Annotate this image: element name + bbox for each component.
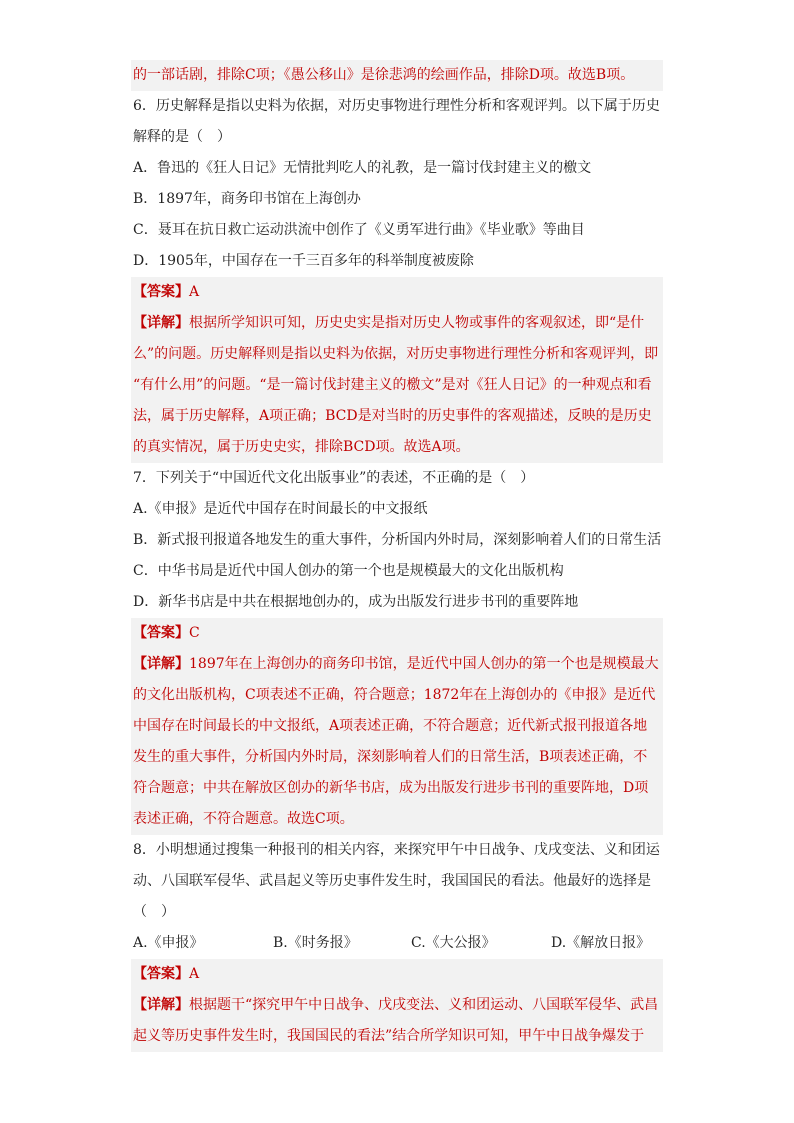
page-content: [131, 60, 663, 1052]
detail-tag: 【详解】: [133, 315, 189, 331]
q6-detail-line-1: [131, 308, 663, 339]
answer-tag: 【答案】: [133, 966, 189, 982]
q6-option-a: A．鲁迅的《狂人日记》无情批判吃人的礼教，是一篇讨伐封建主义的檄文: [133, 160, 592, 176]
q8-stem-line-3: （ ）: [133, 904, 175, 920]
q8-option-b: B.《时务报》: [273, 935, 358, 951]
q6-detail-text-1: 根据所学知识可知，历史史实是指对历史人物或事件的客观叙述，即“是什: [189, 315, 645, 331]
q7-answer: [131, 618, 663, 649]
q7-detail-line-2: 的文化出版机构，C项表述不正确，符合题意；1872年在上海创办的《申报》是近代: [131, 680, 663, 711]
q6-detail-line-4: 法，属于历史解释，A项正确；BCD是对当时的历史事件的客观描述，反映的是历史: [131, 401, 663, 432]
q7-option-b: B．新式报刊报道各地发生的重大事件，分析国内外时局，深刻影响着人们的日常生活: [133, 532, 662, 548]
q8-detail-text-1: 根据题干“探究甲午中日战争、戊戌变法、义和团运动、八国联军侵华、武昌: [189, 997, 659, 1013]
q6-option-b: B．1897年，商务印书馆在上海创办: [133, 191, 361, 207]
q7-detail-line-1: [131, 649, 663, 680]
q8-answer: [131, 959, 663, 990]
q7-option-a: A.《申报》是近代中国存在时间最长的中文报纸: [133, 501, 428, 517]
q8-detail-line-1: [131, 990, 663, 1021]
q6-stem-line-1: 6．历史解释是指以史料为依据，对历史事物进行理性分析和客观评判。以下属于历史: [133, 98, 660, 114]
q8-answer-value: A: [189, 966, 200, 982]
q8-stem-line-2: 动、八国联军侵华、武昌起义等历史事件发生时，我国国民的看法。他最好的选择是: [133, 873, 651, 889]
q8-option-a: A.《申报》: [133, 935, 204, 951]
answer-tag: 【答案】: [133, 625, 189, 641]
q7-detail-line-6: 表述正确，不符合题意。故选C项。: [131, 804, 663, 835]
q6-detail-line-2: 么”的问题。历史解释则是指以史料为依据，对历史事物进行理性分析和客观评判，即: [131, 339, 663, 370]
q8-options-row: [131, 928, 663, 959]
q8-detail-line-2: 起义等历史事件发生时，我国国民的看法”结合所学知识可知，甲午中日战争爆发于: [131, 1021, 663, 1052]
answer-tag: 【答案】: [133, 284, 189, 300]
q8-option-c: C.《大公报》: [411, 935, 496, 951]
q7-stem-line-1: 7．下列关于“中国近代文化出版事业”的表述，不正确的是（ ）: [133, 470, 535, 486]
q6-detail-line-3: “有什么用”的问题。“是一篇讨伐封建主义的檄文”是对《狂人日记》的一种观点和看: [131, 370, 663, 401]
q7-detail-line-4: 发生的重大事件，分析国内外时局，深刻影响着人们的日常生活，B项表述正确，不: [131, 742, 663, 773]
detail-tag: 【详解】: [133, 997, 189, 1013]
q8-stem-line-1: 8．小明想通过搜集一种报刊的相关内容，来探究甲午中日战争、戊戌变法、义和团运: [133, 842, 660, 858]
q7-detail-text-1: 1897年在上海创办的商务印书馆，是近代中国人创办的第一个也是规模最大: [189, 656, 659, 672]
q7-detail-line-5: 符合题意；中共在解放区创办的新华书店，成为出版发行进步书刊的重要阵地，D项: [131, 773, 663, 804]
q6-option-c: C．聂耳在抗日救亡运动洪流中创作了《义勇军进行曲》《毕业歌》等曲目: [133, 222, 585, 238]
q7-option-c: C．中华书局是近代中国人创办的第一个也是规模最大的文化出版机构: [133, 563, 564, 579]
q6-stem-line-2: 解释的是（ ）: [133, 129, 231, 145]
analysis-carryover-line: 的一部话剧，排除C项；《愚公移山》是徐悲鸿的绘画作品，排除D项。故选B项。: [131, 60, 663, 91]
q7-option-d: D．新华书店是中共在根据地创办的，成为出版发行进步书刊的重要阵地: [133, 594, 579, 610]
q6-answer-value: A: [189, 284, 200, 300]
q6-answer: [131, 277, 663, 308]
detail-tag: 【详解】: [133, 656, 189, 672]
q8-option-d: D.《解放日报》: [551, 935, 651, 951]
q6-detail-line-5: 的真实情况，属于历史史实，排除BCD项。故选A项。: [131, 432, 663, 463]
q7-answer-value: C: [189, 625, 200, 641]
q7-detail-line-3: 中国存在时间最长的中文报纸，A项表述正确，不符合题意；近代新式报刊报道各地: [131, 711, 663, 742]
q6-option-d: D．1905年，中国存在一千三百多年的科举制度被废除: [133, 253, 474, 269]
